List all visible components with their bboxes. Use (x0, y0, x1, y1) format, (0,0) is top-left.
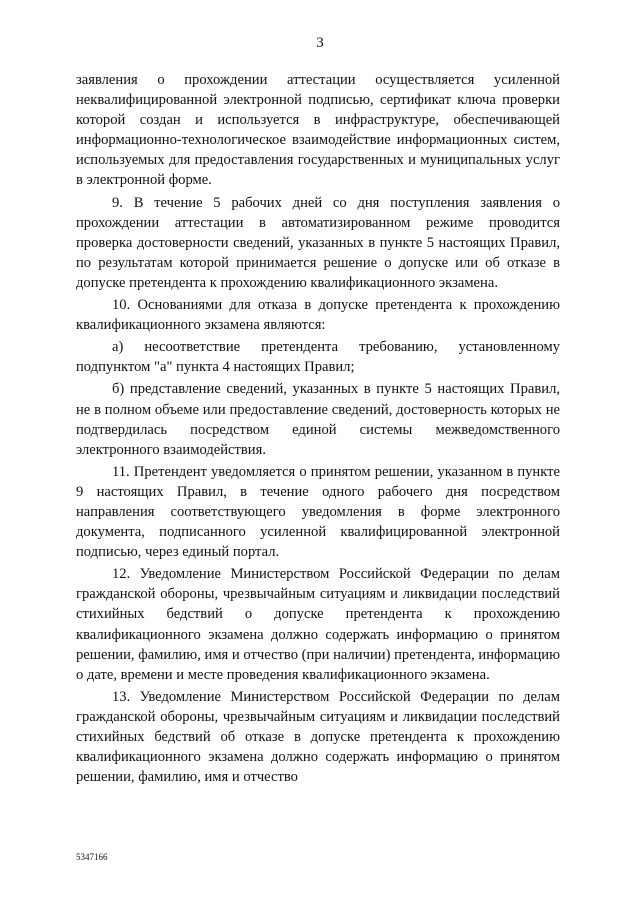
document-code: 5347166 (76, 852, 108, 862)
paragraph-item-12: 12. Уведомление Министерством Российской Федерации по делам гражданской обороны, чрезвычайным ситуациям и ликвидации последствий стихийных бедствий о допуске претендента к прохождению квалификационного экзамена должно содержать информацию о принятом решении, фамилию, имя и отчество (при наличии) претендента, информацию о дате, времени и месте проведения квалификационного экзамена. (76, 566, 560, 683)
paragraph-item-9: 9. В течение 5 рабочих дней со дня поступления заявления о прохождении аттестации в автоматизированном режиме проводится проверка достоверности сведений, указанных в пункте 5 настоящих Правил, по результатам которой принимается решение о допуске или об отказе в допуске претендента к прохождению квалификационного экзамена. (76, 194, 560, 291)
paragraph-item-10b: б) представление сведений, указанных в пункте 5 настоящих Правил, не в полном объеме или предоставление сведений, достоверность которых не подтвердилась посредством единой системы межведомственного электронного взаимодействия. (76, 381, 560, 458)
paragraph-item-10a: а) несоответствие претендента требованию, установленному подпунктом "а" пункта 4 настоящих Правил; (76, 339, 560, 376)
paragraph-continuation: заявления о прохождении аттестации осуществляется усиленной неквалифицированной электронной подписью, сертификат ключа проверки которой создан и используется в инфраструктуре, обеспечивающей информационно-технологическое взаимодействие информационных систем, используемых для предоставления государственных и муниципальных услуг в электронной форме. (76, 72, 560, 189)
paragraph-item-11: 11. Претендент уведомляется о принятом решении, указанном в пункте 9 настоящих Правил, в течение одного рабочего дня посредством направления соответствующего уведомления в форме электронного документа, подписанного усиленной квалифицированной электронной подписью, через единый портал. (76, 463, 560, 561)
page-number: 3 (316, 35, 324, 51)
document-body (76, 70, 560, 787)
paragraph-item-13: 13. Уведомление Министерством Российской Федерации по делам гражданской обороны, чрезвычайным ситуациям и ликвидации последствий стихийных бедствий об отказе в допуске претендента к прохождению квалификационного экзамена должно содержать информацию о принятом решении, фамилию, имя и отчество (76, 688, 560, 786)
paragraph-item-10: 10. Основаниями для отказа в допуске претендента к прохождению квалификационного экзамена являются: (76, 297, 560, 334)
